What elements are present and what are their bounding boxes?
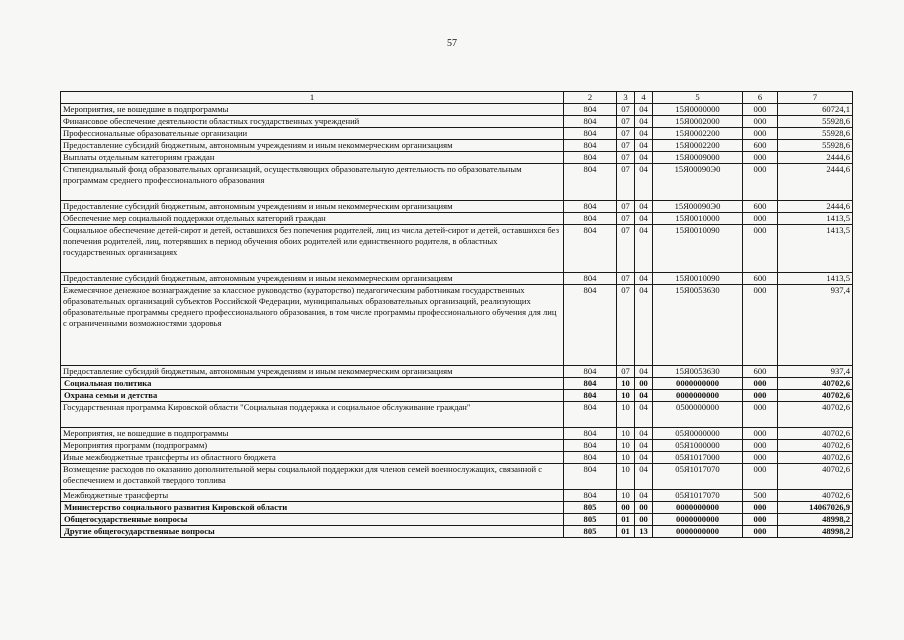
row-amount: 40702,6 <box>778 402 853 428</box>
row-section-code: 10 <box>617 452 635 464</box>
table-row <box>61 378 853 390</box>
row-ministry-code: 804 <box>564 104 617 116</box>
header-cell: 3 <box>617 92 635 104</box>
row-target-article: 0000000000 <box>653 514 743 526</box>
row-ministry-code: 805 <box>564 526 617 538</box>
row-description: Обеспечение мер социальной поддержки отдельных категорий граждан <box>61 213 564 225</box>
table-row <box>61 464 853 490</box>
row-section-code: 10 <box>617 428 635 440</box>
row-subsection-code: 13 <box>635 526 653 538</box>
table-row <box>61 164 853 201</box>
row-amount: 60724,1 <box>778 104 853 116</box>
row-target-article: 0500000000 <box>653 402 743 428</box>
table-row <box>61 128 853 140</box>
row-description: Общегосударственные вопросы <box>61 514 564 526</box>
row-ministry-code: 804 <box>564 152 617 164</box>
row-amount: 937,4 <box>778 366 853 378</box>
row-expense-type: 000 <box>743 428 778 440</box>
row-expense-type: 600 <box>743 273 778 285</box>
row-section-code: 07 <box>617 104 635 116</box>
row-ministry-code: 804 <box>564 390 617 402</box>
row-ministry-code: 804 <box>564 201 617 213</box>
header-cell: 1 <box>61 92 564 104</box>
row-target-article: 05Я1017070 <box>653 464 743 490</box>
table-row <box>61 152 853 164</box>
table-row <box>61 104 853 116</box>
row-section-code: 07 <box>617 225 635 273</box>
row-subsection-code: 04 <box>635 164 653 201</box>
row-expense-type: 600 <box>743 201 778 213</box>
row-section-code: 07 <box>617 116 635 128</box>
row-target-article: 15Я0009000 <box>653 152 743 164</box>
row-target-article: 15Я00090Э0 <box>653 164 743 201</box>
table-row <box>61 452 853 464</box>
row-section-code: 07 <box>617 201 635 213</box>
table-row <box>61 273 853 285</box>
row-description: Межбюджетные трансферты <box>61 490 564 502</box>
table-row <box>61 514 853 526</box>
row-target-article: 05Я1017070 <box>653 490 743 502</box>
row-section-code: 10 <box>617 440 635 452</box>
budget-table <box>60 91 853 538</box>
row-expense-type: 000 <box>743 526 778 538</box>
row-amount: 1413,5 <box>778 225 853 273</box>
row-section-code: 10 <box>617 490 635 502</box>
row-amount: 40702,6 <box>778 464 853 490</box>
row-description: Предоставление субсидий бюджетным, автономным учреждениям и иным некоммерческим организациям <box>61 201 564 213</box>
row-description: Финансовое обеспечение деятельности областных государственных учреждений <box>61 116 564 128</box>
row-expense-type: 000 <box>743 164 778 201</box>
row-target-article: 15Я0000000 <box>653 104 743 116</box>
header-row <box>61 92 853 104</box>
row-target-article: 0000000000 <box>653 526 743 538</box>
row-ministry-code: 804 <box>564 128 617 140</box>
row-target-article: 0000000000 <box>653 378 743 390</box>
table-row <box>61 440 853 452</box>
row-description: Социальное обеспечение детей-сирот и детей, оставшихся без попечения родителей, лиц из числа детей-сирот и детей, оставшихся без попечения родителей, лиц, потерявших в период обучения обоих родителей или единственного родителя, в областных государственных организациях <box>61 225 564 273</box>
table-row <box>61 201 853 213</box>
row-description: Предоставление субсидий бюджетным, автономным учреждениям и иным некоммерческим организациям <box>61 273 564 285</box>
row-amount: 40702,6 <box>778 490 853 502</box>
row-description: Мероприятия программ (подпрограмм) <box>61 440 564 452</box>
row-amount: 40702,6 <box>778 378 853 390</box>
row-section-code: 00 <box>617 502 635 514</box>
table-row <box>61 428 853 440</box>
row-description: Предоставление субсидий бюджетным, автономным учреждениям и иным некоммерческим организациям <box>61 140 564 152</box>
row-subsection-code: 04 <box>635 273 653 285</box>
row-ministry-code: 804 <box>564 366 617 378</box>
row-ministry-code: 804 <box>564 225 617 273</box>
row-ministry-code: 804 <box>564 164 617 201</box>
row-target-article: 05Я1017000 <box>653 452 743 464</box>
row-expense-type: 000 <box>743 152 778 164</box>
row-description: Выплаты отдельным категориям граждан <box>61 152 564 164</box>
row-subsection-code: 00 <box>635 378 653 390</box>
row-amount: 2444,6 <box>778 201 853 213</box>
row-subsection-code: 04 <box>635 213 653 225</box>
row-expense-type: 000 <box>743 502 778 514</box>
row-ministry-code: 804 <box>564 378 617 390</box>
row-expense-type: 600 <box>743 366 778 378</box>
row-description: Социальная политика <box>61 378 564 390</box>
row-subsection-code: 04 <box>635 152 653 164</box>
row-target-article: 15Я0002000 <box>653 116 743 128</box>
row-description: Министерство социального развития Кировской области <box>61 502 564 514</box>
row-ministry-code: 804 <box>564 285 617 366</box>
row-description: Другие общегосударственные вопросы <box>61 526 564 538</box>
table-row <box>61 140 853 152</box>
table-row <box>61 390 853 402</box>
row-ministry-code: 804 <box>564 213 617 225</box>
row-amount: 937,4 <box>778 285 853 366</box>
row-target-article: 15Я0053630 <box>653 285 743 366</box>
header-cell: 5 <box>653 92 743 104</box>
row-description: Иные межбюджетные трансферты из областного бюджета <box>61 452 564 464</box>
row-ministry-code: 805 <box>564 502 617 514</box>
row-target-article: 05Я0000000 <box>653 428 743 440</box>
row-amount: 40702,6 <box>778 428 853 440</box>
row-subsection-code: 04 <box>635 366 653 378</box>
row-subsection-code: 04 <box>635 390 653 402</box>
row-ministry-code: 804 <box>564 440 617 452</box>
row-subsection-code: 04 <box>635 285 653 366</box>
row-target-article: 15Я00090Э0 <box>653 201 743 213</box>
row-expense-type: 000 <box>743 402 778 428</box>
row-section-code: 07 <box>617 366 635 378</box>
row-expense-type: 000 <box>743 104 778 116</box>
row-expense-type: 000 <box>743 128 778 140</box>
row-subsection-code: 04 <box>635 104 653 116</box>
row-amount: 40702,6 <box>778 452 853 464</box>
row-description: Предоставление субсидий бюджетным, автономным учреждениям и иным некоммерческим организациям <box>61 366 564 378</box>
row-ministry-code: 804 <box>564 490 617 502</box>
row-amount: 55928,6 <box>778 116 853 128</box>
row-subsection-code: 04 <box>635 128 653 140</box>
row-subsection-code: 04 <box>635 140 653 152</box>
row-section-code: 01 <box>617 526 635 538</box>
row-expense-type: 000 <box>743 378 778 390</box>
row-target-article: 15Я0002200 <box>653 128 743 140</box>
row-subsection-code: 00 <box>635 514 653 526</box>
row-expense-type: 000 <box>743 390 778 402</box>
row-target-article: 15Я0010090 <box>653 273 743 285</box>
row-ministry-code: 805 <box>564 514 617 526</box>
row-expense-type: 500 <box>743 490 778 502</box>
row-ministry-code: 804 <box>564 428 617 440</box>
row-description: Возмещение расходов по оказанию дополнительной меры социальной поддержки для членов семей военнослужащих, связанной с обеспечением и доставкой твердого топлива <box>61 464 564 490</box>
row-section-code: 01 <box>617 514 635 526</box>
row-target-article: 0000000000 <box>653 390 743 402</box>
row-target-article: 0000000000 <box>653 502 743 514</box>
row-section-code: 07 <box>617 152 635 164</box>
row-expense-type: 000 <box>743 440 778 452</box>
row-description: Мероприятия, не вошедшие в подпрограммы <box>61 104 564 116</box>
table-row <box>61 402 853 428</box>
row-expense-type: 000 <box>743 116 778 128</box>
row-target-article: 15Я0010090 <box>653 225 743 273</box>
row-section-code: 07 <box>617 140 635 152</box>
row-section-code: 10 <box>617 390 635 402</box>
row-section-code: 10 <box>617 402 635 428</box>
row-subsection-code: 04 <box>635 490 653 502</box>
row-amount: 55928,6 <box>778 128 853 140</box>
row-description: Профессиональные образовательные организации <box>61 128 564 140</box>
row-description: Мероприятия, не вошедшие в подпрограммы <box>61 428 564 440</box>
row-ministry-code: 804 <box>564 273 617 285</box>
table-row <box>61 225 853 273</box>
row-expense-type: 000 <box>743 452 778 464</box>
row-subsection-code: 04 <box>635 428 653 440</box>
row-section-code: 10 <box>617 464 635 490</box>
row-section-code: 07 <box>617 164 635 201</box>
row-expense-type: 600 <box>743 140 778 152</box>
header-cell: 4 <box>635 92 653 104</box>
row-section-code: 07 <box>617 285 635 366</box>
row-subsection-code: 04 <box>635 201 653 213</box>
table-row <box>61 366 853 378</box>
row-amount: 55928,6 <box>778 140 853 152</box>
table-row <box>61 285 853 366</box>
row-amount: 1413,5 <box>778 213 853 225</box>
row-amount: 40702,6 <box>778 390 853 402</box>
row-subsection-code: 04 <box>635 440 653 452</box>
row-description: Государственная программа Кировской области "Социальная поддержка и социальное обслуживание граждан" <box>61 402 564 428</box>
row-target-article: 05Я1000000 <box>653 440 743 452</box>
row-subsection-code: 04 <box>635 464 653 490</box>
row-ministry-code: 804 <box>564 402 617 428</box>
row-subsection-code: 04 <box>635 402 653 428</box>
row-section-code: 10 <box>617 378 635 390</box>
header-cell: 7 <box>778 92 853 104</box>
row-target-article: 15Я0002200 <box>653 140 743 152</box>
row-subsection-code: 04 <box>635 452 653 464</box>
table-row <box>61 502 853 514</box>
row-amount: 14067026,9 <box>778 502 853 514</box>
row-amount: 2444,6 <box>778 164 853 201</box>
row-ministry-code: 804 <box>564 464 617 490</box>
table-row <box>61 490 853 502</box>
row-section-code: 07 <box>617 213 635 225</box>
row-target-article: 15Я0010000 <box>653 213 743 225</box>
row-target-article: 15Я0053630 <box>653 366 743 378</box>
header-cell: 2 <box>564 92 617 104</box>
row-section-code: 07 <box>617 273 635 285</box>
row-description: Стипендиальный фонд образовательных организаций, осуществляющих образовательную деятельность по образовательным программам среднего профессионального образования <box>61 164 564 201</box>
row-expense-type: 000 <box>743 213 778 225</box>
table-row <box>61 116 853 128</box>
row-expense-type: 000 <box>743 464 778 490</box>
row-amount: 1413,5 <box>778 273 853 285</box>
row-amount: 48998,2 <box>778 514 853 526</box>
row-expense-type: 000 <box>743 225 778 273</box>
row-amount: 48998,2 <box>778 526 853 538</box>
row-amount: 2444,6 <box>778 152 853 164</box>
row-ministry-code: 804 <box>564 140 617 152</box>
row-ministry-code: 804 <box>564 116 617 128</box>
row-description: Ежемесячное денежное вознаграждение за классное руководство (кураторство) педагогическим работникам государственных образовательных организаций субъектов Российской Федерации, муниципальных образовательных организаций, реализующих образовательные программы среднего профессионального образования, в том числе программы профессионального обучения для лиц с ограниченными возможностями здоровья <box>61 285 564 366</box>
page-number: 57 <box>447 38 457 49</box>
row-subsection-code: 04 <box>635 225 653 273</box>
table-row <box>61 526 853 538</box>
table-row <box>61 213 853 225</box>
row-expense-type: 000 <box>743 285 778 366</box>
row-description: Охрана семьи и детства <box>61 390 564 402</box>
row-subsection-code: 04 <box>635 116 653 128</box>
row-ministry-code: 804 <box>564 452 617 464</box>
header-cell: 6 <box>743 92 778 104</box>
row-subsection-code: 00 <box>635 502 653 514</box>
row-expense-type: 000 <box>743 514 778 526</box>
row-section-code: 07 <box>617 128 635 140</box>
row-amount: 40702,6 <box>778 440 853 452</box>
